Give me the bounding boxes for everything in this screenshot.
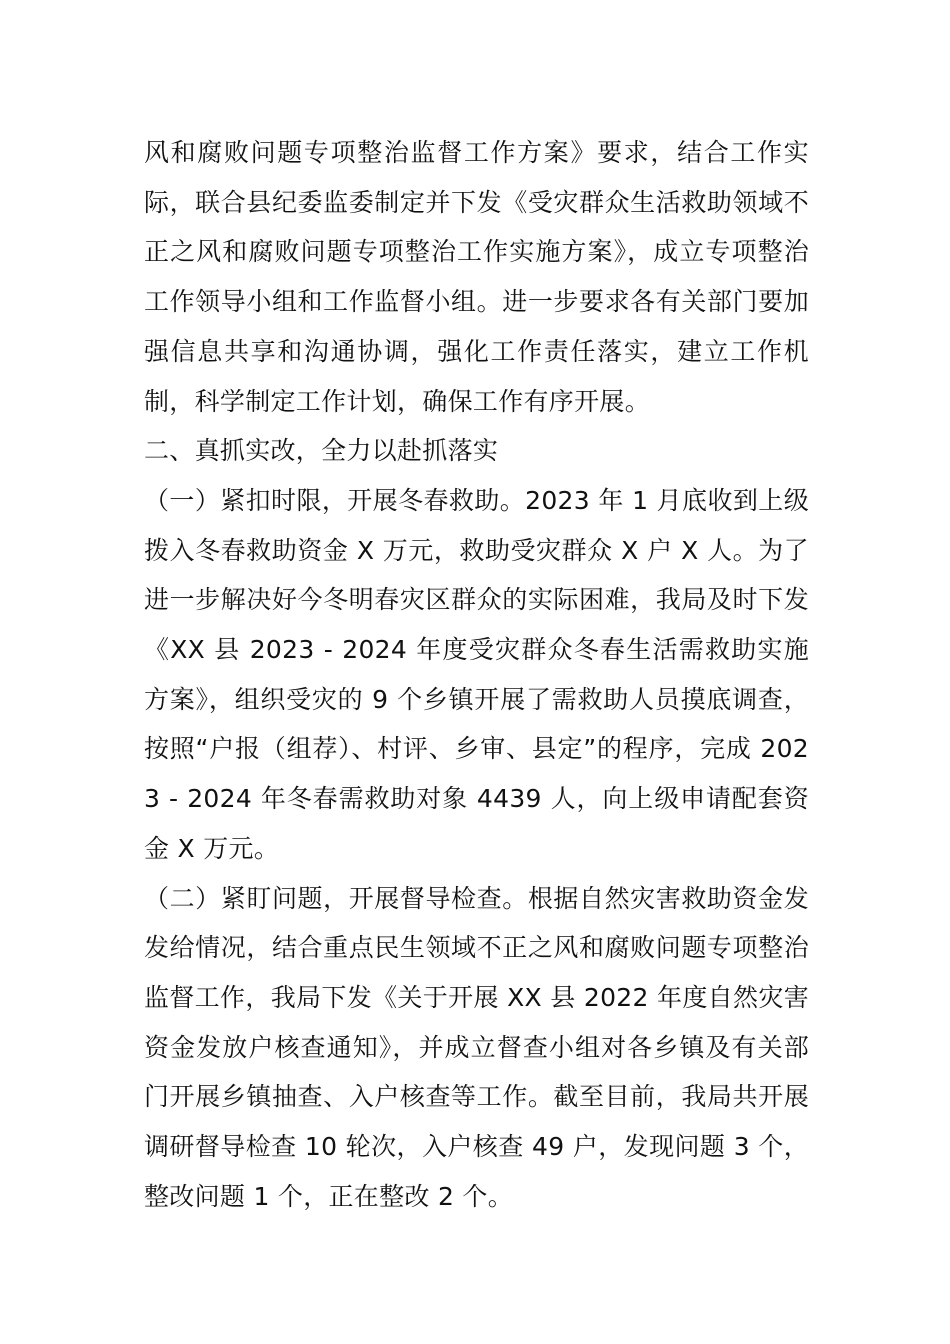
paragraph-work-plan: 风和腐败问题专项整治监督工作方案》要求，结合工作实际，联合县纪委监委制定并下发《受灾群众生活救助领域不正之风和腐败问题专项整治工作实施方案》，成立专项整治工作领导小组和工作监督小组。进一步要求各有关部门要加强信息共享和沟通协调，强化工作责任落实，建立工作机制，科学制定工作计划，确保工作有序开展。 xyxy=(144,138,809,416)
paragraph-winter-spring-aid: （一）紧扣时限，开展冬春救助。2023 年 1 月底收到上级拨入冬春救助资金 X 万元，救助受灾群众 X 户 X 人。为了进一步解决好今冬明春灾区群众的实际困难，我局及时下发《XX 县 2023 - 2024 年度受灾群众冬春生活需救助实施方案》，组织受灾的 9 个乡镇开展了需救助人员摸底调查，按照“户报（组荐）、村评、乡审、县定”的程序，完成 2023 - 2024 年冬春需救助对象 4439 人，向上级申请配套资金 X 万元。 xyxy=(144,485,809,863)
document-body xyxy=(144,128,809,1221)
paragraph-supervision-inspection: （二）紧盯问题，开展督导检查。根据自然灾害救助资金发发给情况，结合重点民生领域不正之风和腐败问题专项整治监督工作，我局下发《关于开展 XX 县 2022 年度自然灾害资金发放户核查通知》，并成立督查小组对各乡镇及有关部门开展乡镇抽查、入户核查等工作。截至目前，我局共开展调研督导检查 10 轮次，入户核查 49 户，发现问题 3 个，整改问题 1 个，正在整改 2 个。 xyxy=(144,883,809,1211)
section-heading-2: 二、真抓实改，全力以赴抓落实 xyxy=(144,436,499,466)
